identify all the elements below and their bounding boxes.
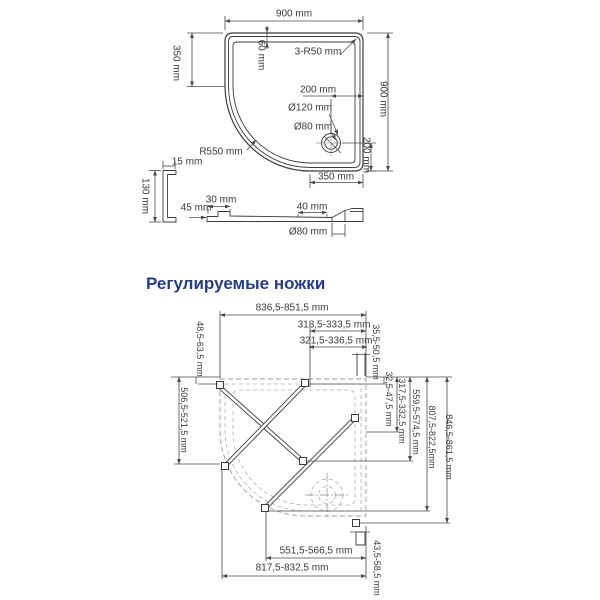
dim-panel-height: 130 mm — [139, 177, 151, 215]
dim-panel-depth: 15 mm — [171, 156, 203, 168]
section-heading: Регулируемые ножки — [146, 274, 326, 293]
leg-mid-right — [352, 415, 359, 422]
dim-legs-top-width: 836,5-851,5 mm — [255, 302, 329, 314]
dim-height-right: 900 mm — [377, 80, 389, 118]
dim-legs-left-height: 506,5-521,5 mm — [179, 387, 189, 453]
base-profile — [189, 207, 363, 238]
dim-drain-inner-dia: Ø80 mm — [293, 121, 333, 133]
dim-bottom-straight: 350 mm — [317, 171, 355, 183]
leg-bottom-left — [222, 463, 229, 470]
dim-legs-bottom-inner: 551,5-566,5 mm — [279, 545, 353, 557]
dim-base-drain-offset: 40 mm — [296, 201, 328, 213]
dim-legs-right-4: 807,5-822,5mm — [427, 405, 437, 469]
leg-top-center — [302, 380, 309, 387]
panel-profile — [149, 161, 176, 222]
dim-drain-offset-top: 200 mm — [299, 84, 337, 96]
leg-top-left — [217, 382, 224, 389]
dim-legs-bottom-right-offset: 43,5-58,5 mm — [372, 540, 382, 596]
dim-drain-offset-right: 200 mm — [360, 136, 372, 174]
dim-legs-right-2: 317,5-332,5 mm — [397, 378, 407, 444]
dim-left-straight: 350 mm — [170, 44, 182, 82]
legs-view-dimensions — [171, 311, 452, 579]
dim-legs-right-5: 846,5-861,5 mm — [444, 414, 454, 480]
dim-legs-left-top-offset: 48,5-63,5 mm — [195, 321, 205, 377]
dim-legs-right-top-offset: 35,5-50,5 mm — [371, 324, 381, 380]
dim-base-drain-hole: Ø80 mm — [288, 226, 328, 238]
dim-base-ledge: 30 mm — [205, 194, 237, 206]
leg-bottom-right — [353, 520, 360, 527]
dim-legs-right-3: 559,5-574,5 mm — [411, 389, 421, 455]
dim-rim-offset: 60 mm — [255, 39, 267, 71]
dim-legs-right-1: 32,5-47,5 mm — [384, 371, 394, 427]
dim-corner-radius: 3-R50 mm — [294, 46, 342, 58]
dim-legs-top-inner-1: 318,5-333,5 mm — [297, 319, 371, 331]
leg-bottom-center — [262, 505, 269, 512]
dim-drain-outer-dia: Ø120 mm — [288, 102, 332, 114]
legs-frame — [217, 353, 371, 545]
dim-base-edge-height: 45 mm — [180, 202, 212, 214]
dim-legs-top-inner-2: 321,5-336,5 mm — [299, 335, 373, 347]
leg-center — [300, 458, 307, 465]
dim-legs-bottom-width: 817,5-832,5 mm — [255, 562, 329, 574]
dim-curve-radius: R550 mm — [199, 146, 243, 158]
dim-width-top: 900 mm — [275, 8, 313, 20]
